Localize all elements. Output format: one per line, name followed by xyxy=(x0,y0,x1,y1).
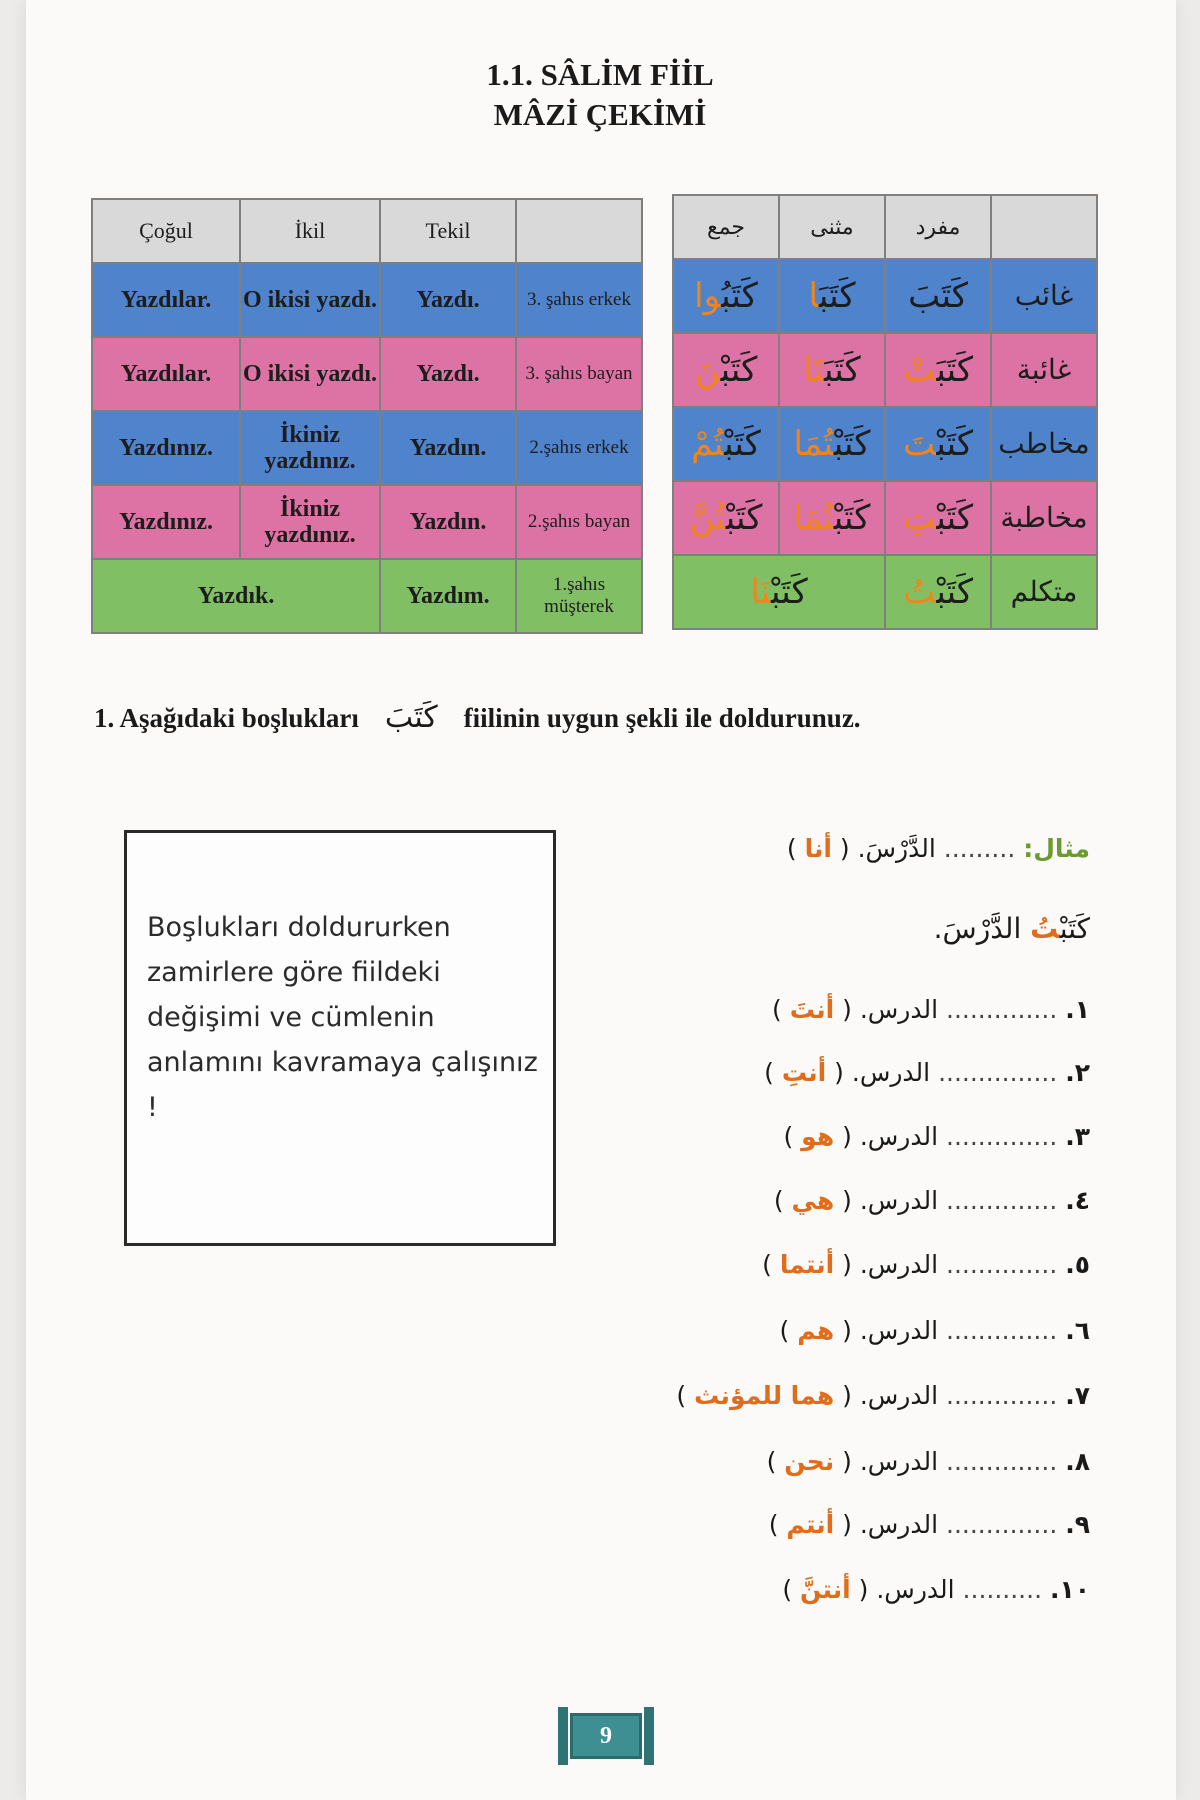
table-row xyxy=(92,559,642,633)
pronoun: أنتنَّ xyxy=(800,1575,851,1604)
page-number: 9 xyxy=(600,1723,612,1749)
table-row xyxy=(673,481,1097,555)
pronoun: أنتَ xyxy=(789,995,835,1024)
exercise-item: ١. .............. الدرس. ( أنتَ ) xyxy=(772,995,1090,1024)
tip-box xyxy=(124,830,556,1246)
cell-mufrad: كَتَبَ xyxy=(885,259,991,333)
exercise-item: ٣. .............. الدرس. ( هو ) xyxy=(783,1122,1090,1151)
cell-cogul: Yazdılar. xyxy=(92,337,240,411)
blank[interactable]: .............. xyxy=(946,1381,1058,1410)
exercise-instruction xyxy=(94,700,1144,735)
example-answer xyxy=(490,912,1090,945)
cell-jam: كَتَبُوا xyxy=(673,259,779,333)
cell-mufrad: كَتَبْتِ xyxy=(885,481,991,555)
page-title-line1: 1.1. SÂLİM FİİL xyxy=(486,57,714,92)
pronoun: هما للمؤنث xyxy=(694,1381,835,1410)
cell-muthanna: كَتَبْتُمَا xyxy=(779,481,885,555)
cell-tekil: Yazdın. xyxy=(380,485,516,559)
blank[interactable]: .............. xyxy=(946,1510,1058,1539)
table-row xyxy=(92,411,642,485)
cell-jam: كَتَبْتُمْ xyxy=(673,407,779,481)
header-jam: جمع xyxy=(673,195,779,259)
cell-cogul: Yazdınız. xyxy=(92,485,240,559)
table-row xyxy=(92,485,642,559)
scroll-right-icon xyxy=(644,1707,654,1765)
pronoun: هم xyxy=(797,1316,835,1345)
cell-tekil: Yazdı. xyxy=(380,263,516,337)
pronoun: هو xyxy=(801,1122,835,1151)
cell-mufrad: كَتَبْتُ xyxy=(885,555,991,629)
cell-person-label: 3. şahıs erkek xyxy=(516,263,642,337)
table-row xyxy=(92,337,642,411)
blank[interactable]: .............. xyxy=(946,1122,1058,1151)
table-row xyxy=(673,407,1097,481)
answer-stem: كَتَبْ xyxy=(1059,912,1090,945)
cell-tekil: Yazdın. xyxy=(380,411,516,485)
cell-mufrad: كَتَبَتْ xyxy=(885,333,991,407)
instruction-verb: كَتَبَ xyxy=(384,700,438,735)
instruction-post: fiilinin uygun şekli ile doldurunuz. xyxy=(463,703,861,733)
cell-plural-dual: Yazdık. xyxy=(92,559,380,633)
cell-jam: كَتَبْتُنَّ xyxy=(673,481,779,555)
cell-person-label: مخاطب xyxy=(991,407,1097,481)
cell-ikil: O ikisi yazdı. xyxy=(240,263,380,337)
blank[interactable]: .............. xyxy=(946,1186,1058,1215)
cell-jam: كَتَبْنَ xyxy=(673,333,779,407)
cell-mufrad: كَتَبْتَ xyxy=(885,407,991,481)
pronoun: أنتما xyxy=(779,1250,835,1279)
cell-person-label: 3. şahıs bayan xyxy=(516,337,642,411)
header-ikil: İkil xyxy=(240,199,380,263)
blank[interactable]: .............. xyxy=(946,1250,1058,1279)
instruction-pre: 1. Aşağıdaki boşlukları xyxy=(94,703,359,733)
example-label: مثال: xyxy=(1023,834,1090,863)
cell-person-label: متكلم xyxy=(991,555,1097,629)
table-header-row xyxy=(92,199,642,263)
cell-tekil: Yazdı. xyxy=(380,337,516,411)
header-empty xyxy=(991,195,1097,259)
cell-tekil: Yazdım. xyxy=(380,559,516,633)
scroll-left-icon xyxy=(558,1707,568,1765)
page-number-badge xyxy=(556,1705,656,1765)
blank: ......... xyxy=(943,834,1016,863)
blank[interactable]: .............. xyxy=(946,995,1058,1024)
cell-cogul: Yazdılar. xyxy=(92,263,240,337)
exercise-item: ٥. .............. الدرس. ( أنتما ) xyxy=(762,1250,1090,1279)
header-empty xyxy=(516,199,642,263)
cell-plural-dual: كَتَبْنَا xyxy=(673,555,885,629)
blank[interactable]: .............. xyxy=(946,1447,1058,1476)
blank[interactable]: .............. xyxy=(946,1316,1058,1345)
table-row xyxy=(673,555,1097,629)
table-row xyxy=(673,259,1097,333)
cell-person-label: 2.şahıs erkek xyxy=(516,411,642,485)
pronoun: نحن xyxy=(784,1447,835,1476)
header-cogul: Çoğul xyxy=(92,199,240,263)
exercise-item: ٤. .............. الدرس. ( هي ) xyxy=(773,1186,1090,1215)
cell-person-label: غائب xyxy=(991,259,1097,333)
exercise-item: ٨. .............. الدرس. ( نحن ) xyxy=(766,1447,1090,1476)
cell-muthanna: كَتَبَتَا xyxy=(779,333,885,407)
pronoun: أنتِ xyxy=(781,1058,827,1087)
cell-person-label: 2.şahıs bayan xyxy=(516,485,642,559)
cell-person-label: 1.şahıs müşterek xyxy=(516,559,642,633)
cell-person-label: مخاطبة xyxy=(991,481,1097,555)
header-muthanna: مثنى xyxy=(779,195,885,259)
exercise-item: ١٠. .......... الدرس. ( أنتنَّ ) xyxy=(782,1575,1090,1604)
exercise-item: ٦. .............. الدرس. ( هم ) xyxy=(779,1316,1090,1345)
exercise-item: ٧. .............. الدرس. ( هما للمؤنث ) xyxy=(676,1381,1090,1410)
arabic-conjugation-table xyxy=(672,194,1098,630)
cell-ikil: O ikisi yazdı. xyxy=(240,337,380,411)
blank[interactable]: .......... xyxy=(962,1575,1043,1604)
table-header-row xyxy=(673,195,1097,259)
blank[interactable]: ............... xyxy=(938,1058,1058,1087)
turkish-conjugation-table xyxy=(91,198,643,634)
pronoun: هي xyxy=(791,1186,835,1215)
pronoun: أنتم xyxy=(786,1510,835,1539)
header-tekil: Tekil xyxy=(380,199,516,263)
exercise-item: ٩. .............. الدرس. ( أنتم ) xyxy=(768,1510,1090,1539)
exercise-item: ٢. ............... الدرس. ( أنتِ ) xyxy=(764,1058,1090,1087)
header-mufrad: مفرد xyxy=(885,195,991,259)
cell-cogul: Yazdınız. xyxy=(92,411,240,485)
page-title-line2: MÂZİ ÇEKİMİ xyxy=(493,97,707,132)
cell-muthanna: كَتَبَا xyxy=(779,259,885,333)
pronoun: أنا xyxy=(804,834,832,863)
answer-word: الدَّرْسَ. xyxy=(933,912,1022,945)
tip-text: Boşlukları doldururken zamirlere göre fiildeki değişimi ve cümlenin anlamını kavramaya çalışınız ! xyxy=(147,912,538,1123)
table-row xyxy=(673,333,1097,407)
cell-muthanna: كَتَبْتُمَا xyxy=(779,407,885,481)
cell-person-label: غائبة xyxy=(991,333,1097,407)
cell-ikil: İkiniz yazdınız. xyxy=(240,411,380,485)
example-line: مثال: ......... الدَّرْسَ. ( أنا ) xyxy=(786,834,1090,863)
answer-suffix: تُ xyxy=(1030,912,1060,945)
table-row xyxy=(92,263,642,337)
example-word: الدَّرْسَ. xyxy=(857,834,936,863)
cell-ikil: İkiniz yazdınız. xyxy=(240,485,380,559)
